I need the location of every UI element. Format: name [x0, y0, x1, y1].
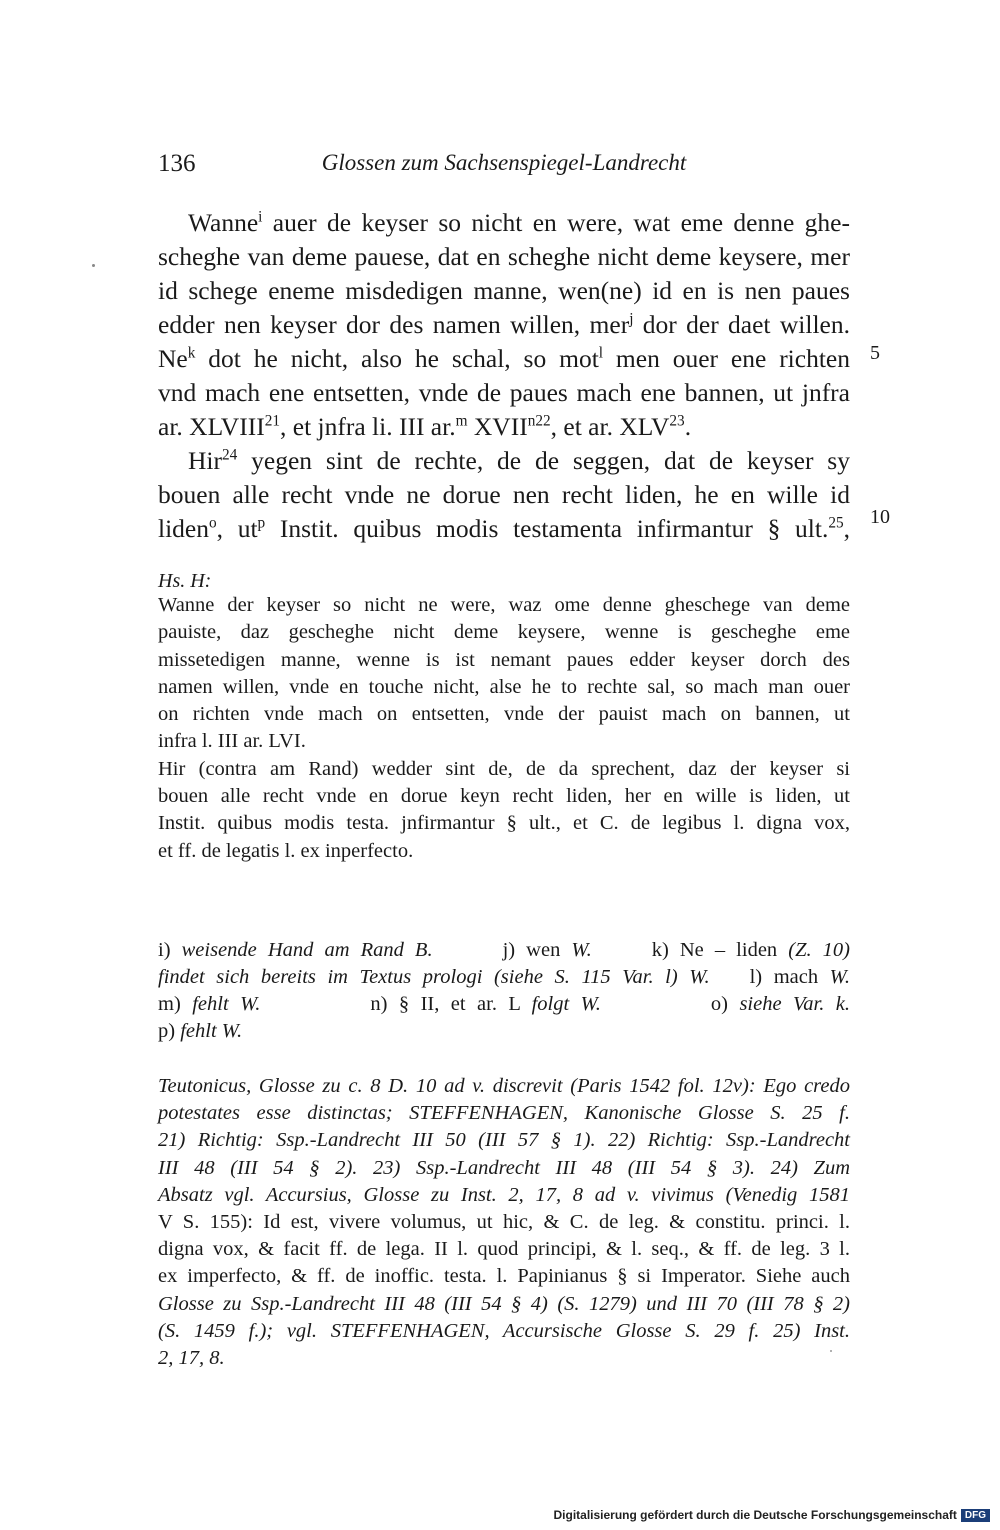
commentary-line: Glosse zu Ssp.-Landrecht III 48 (III 54 § 4) (S. 1279) und III 70 (III 78 § 2)	[158, 1292, 850, 1315]
running-title: Glossen zum Sachsenspiegel-Landrecht	[321, 150, 687, 175]
variant-heading: Hs. H:	[158, 570, 212, 592]
text-line: scheghe van deme pauese, dat en scheghe nicht deme keysere, mer	[158, 242, 850, 271]
line-number: 10	[870, 506, 890, 528]
variant-line: Hir (contra am Rand) wedder sint de, de da sprechent, daz der keyser si	[158, 757, 850, 780]
credit-text: Digitalisierung gefördert durch die Deutsche Forschungsgemeinschaft	[553, 1508, 957, 1522]
text-line: liden$^o$, $ut^p$ Instit. quibus modis testamenta infirmantur § ult.$^{25}$,	[158, 514, 850, 543]
dfg-credit	[553, 1508, 990, 1522]
variant-text	[158, 592, 850, 865]
text-line: vnd mach ene entsetten, vnde de paues mach ene bannen, ut jnfra	[158, 378, 850, 407]
variant-line: namen willen, vnde en touche nicht, alse he to rechte sal, so mach man ouer	[158, 675, 850, 698]
commentary-line: 2, 17, 8.	[158, 1347, 225, 1370]
variant-line: Wanne der keyser so nicht ne were, waz ome denne gheschege van deme	[158, 594, 850, 616]
commentary-line: digna vox, & facit ff. de lega. II l. quod principi, & l. seq., & ff. de leg. 3 l.	[158, 1238, 850, 1261]
main-text	[158, 206, 850, 546]
commentary-line: (S. 1459 f.); vgl. STEFFENHAGEN, Accursische Glosse S. 29 f. 25) Inst.	[158, 1319, 850, 1342]
variant-line: on richten vnde mach on entsetten, vnde der pauist mach on bannen, ut	[158, 703, 850, 726]
commentary-line: III 48 (III 54 § 2). 23) Ssp.-Landrecht III 48 (III 54 § 3). 24) Zum	[158, 1156, 850, 1179]
variant-line: et ff. de legatis l. ex inperfecto.	[158, 839, 414, 862]
text-line: Hir$^{24}$ yegen sint de rechte, de de seggen, dat de keyser sy	[188, 446, 850, 475]
text-line: Ne$^k$ dot he nicht, also he schal, so mot$^l$ men ouer ene richten	[158, 344, 850, 373]
apparatus-line: m) fehlt W. n) § II, et ar. L folgt W. o) siehe Var. k.	[158, 993, 850, 1015]
dfg-logo: DFG	[961, 1509, 990, 1522]
margin-mark	[92, 264, 95, 267]
variant-line: bouen alle recht vnde en dorue keyn recht liden, her en wille is liden, ut	[158, 785, 850, 808]
commentary-line: potestates esse distinctas; STEFFENHAGEN, Kanonische Glosse S. 25 f.	[158, 1102, 850, 1125]
commentary-line: Absatz vgl. Accursius, Glosse zu Inst. 2, 17, 8 ad v. vivimus (Venedig 1581	[158, 1183, 850, 1206]
text-line: Wanne$^i$ auer de keyser so nicht en were, wat eme denne ghe-	[188, 208, 850, 237]
commentary-line: ex imperfecto, & ff. de inoffic. testa. l. Papinianus § si Imperator. Siehe auch	[158, 1265, 850, 1288]
line-number: 5	[870, 342, 880, 364]
text-line: id schege eneme misdedigen manne, wen(ne) id en is nen paues	[158, 276, 850, 305]
variant-line: missetedigen manne, wenne is ist nemant paues edder keyser dorch des	[158, 648, 850, 671]
text-line: ar. XLVIII$^{21}$, et jnfra li. III ar.$^m$ $XVII^{n22}$, et ar. XLV$^{23}$.	[158, 412, 692, 441]
variant-line: Instit. quibus modis testa. jnfirmantur § ult., et C. de legibus l. digna vox,	[158, 812, 850, 835]
commentary-line: 21) Richtig: Ssp.-Landrecht III 50 (III 57 § 1). 22) Richtig: Ssp.-Landrecht	[158, 1129, 850, 1152]
text-line: edder nen keyser dor des namen willen, mer$^j$ dor der daet willen.	[158, 310, 850, 339]
critical-apparatus	[158, 937, 850, 1045]
page-number: 136	[158, 150, 196, 177]
apparatus-line: findet sich bereits im Textus prologi (siehe S. 115 Var. l) W. l) mach W.	[158, 966, 850, 988]
apparatus-line: i) weisende Hand am Rand B. j) wen W. k) Ne – liden (Z. 10)	[158, 939, 851, 961]
variant-line: pauiste, daz gescheghe nicht deme keysere, wenne is gescheghe eme	[158, 621, 850, 644]
text-line: bouen alle recht vnde ne dorue nen recht liden, he en wille id	[158, 480, 850, 509]
commentary-line: V S. 155): Id est, vivere volumus, ut hic, & C. de leg. & constitu. princi. l.	[158, 1211, 850, 1234]
variant-line: infra l. III ar. LVI.	[158, 730, 306, 753]
apparatus-line: p) fehlt W.	[158, 1020, 243, 1042]
commentary-line: Teutonicus, Glosse zu c. 8 D. 10 ad v. discrevit (Paris 1542 fol. 12v): Ego credo	[158, 1075, 850, 1097]
page-header	[158, 150, 850, 190]
commentary-notes	[158, 1073, 850, 1372]
